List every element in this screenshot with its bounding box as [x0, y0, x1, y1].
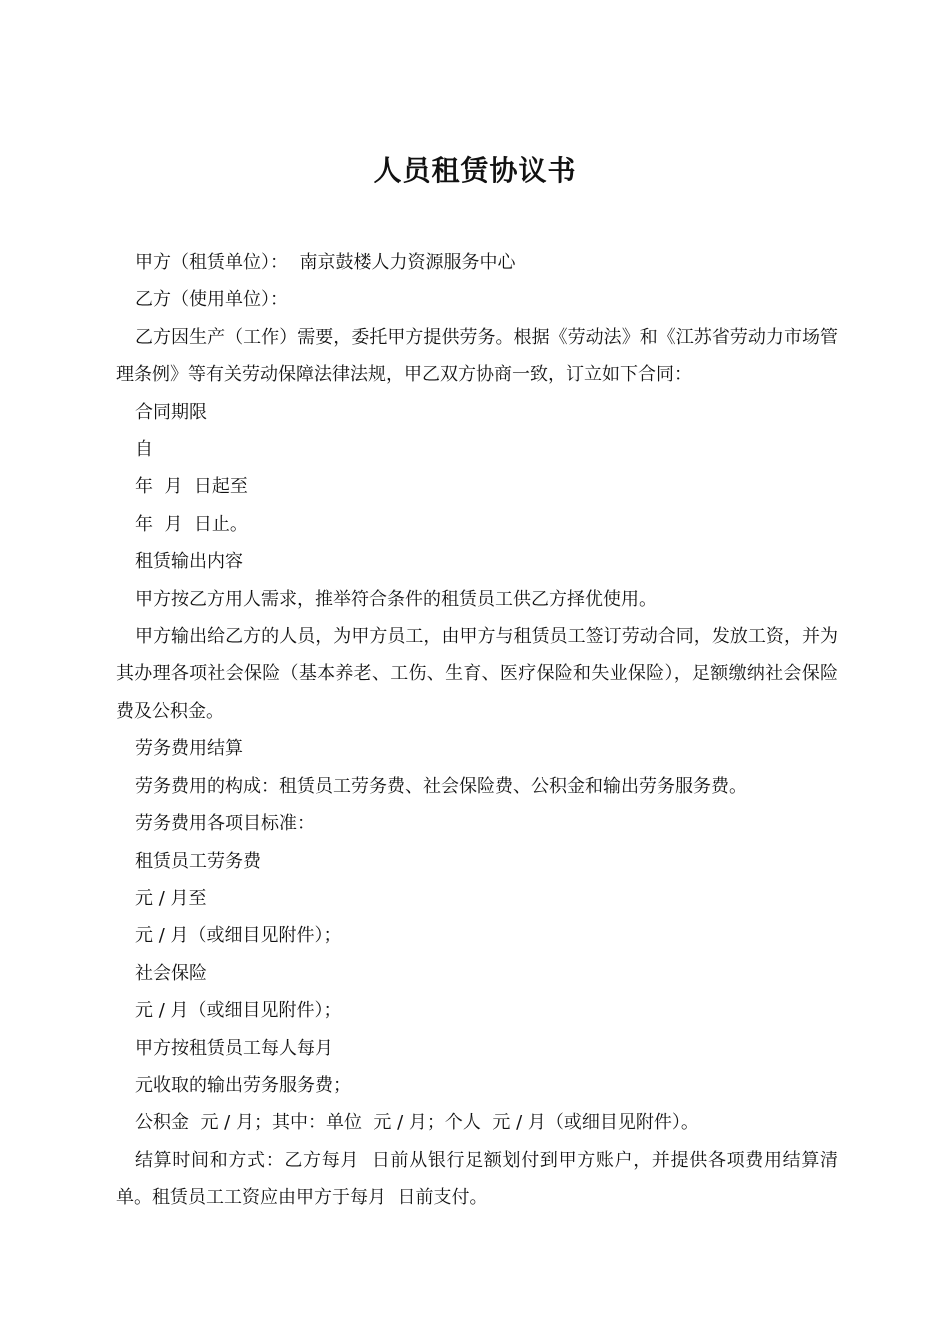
section-heading-settlement: 劳务费用结算 [135, 738, 243, 760]
section-heading-content: 租赁输出内容 [135, 551, 243, 573]
labor-fee-to-line: 元 / 月（或细目见附件）； [135, 925, 342, 947]
labor-fee-heading: 租赁员工劳务费 [135, 850, 261, 872]
content-paragraph-1: 甲方按乙方用人需求，推举符合条件的租赁员工供乙方择优使用。 [135, 588, 657, 610]
settlement-time-paragraph: 结算时间和方式：乙方每月 日前从银行足额划付到甲方账户，并提供各项费用结算清单。租赁员工工资应由甲方于每月 日前支付。 [116, 1149, 838, 1209]
preamble-paragraph: 乙方因生产（工作）需要，委托甲方提供劳务。根据《劳动法》和《江苏省劳动力市场管理条例》等有关劳动保障法律法规，甲乙双方协商一致，订立如下合同： [116, 326, 838, 386]
content-paragraph-2: 甲方输出给乙方的人员，为甲方员工，由甲方与租赁员工签订劳动合同，发放工资，并为其办理各项社会保险（基本养老、工伤、生育、医疗保险和失业保险），足额缴纳社会保险费及公积金。 [116, 626, 838, 722]
term-end-date-line: 年 月 日止。 [135, 513, 248, 535]
service-fee-line-1: 甲方按租赁员工每人每月 [135, 1037, 333, 1059]
labor-fee-from-line: 元 / 月至 [135, 887, 207, 909]
party-a-line: 甲方（租赁单位）： 南京鼓楼人力资源服务中心 [135, 252, 516, 273]
social-insurance-heading: 社会保险 [135, 962, 207, 984]
housing-fund-line: 公积金 元 / 月；其中：单位 元 / 月；个人 元 / 月（或细目见附件）。 [135, 1112, 699, 1134]
service-fee-line-2: 元收取的输出劳务服务费； [135, 1074, 351, 1096]
term-from-line: 自 [135, 439, 153, 461]
section-heading-term: 合同期限 [135, 401, 207, 423]
fee-standards-heading: 劳务费用各项目标准： [135, 813, 315, 835]
social-insurance-fee-line: 元 / 月（或细目见附件）； [135, 1000, 342, 1022]
document-title: 人员租赁协议书 [373, 153, 577, 187]
term-start-date-line: 年 月 日起至 [135, 476, 248, 498]
fee-composition-line: 劳务费用的构成：租赁员工劳务费、社会保险费、公积金和输出劳务服务费。 [135, 775, 747, 797]
document-body [116, 244, 838, 1217]
party-b-line: 乙方（使用单位）： [135, 289, 288, 311]
